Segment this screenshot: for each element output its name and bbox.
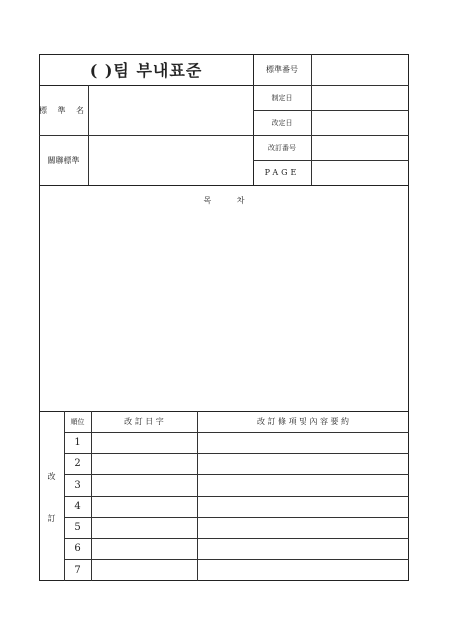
page-label: PAGE [264, 168, 300, 177]
row-number: 6 [74, 543, 81, 554]
revised-date-field[interactable] [311, 110, 409, 135]
toc-title: 목 차 [203, 195, 245, 205]
row-number: 7 [74, 564, 81, 576]
divider [64, 538, 409, 539]
divider [64, 496, 409, 497]
row-number: 2 [74, 458, 81, 469]
row-number: 1 [74, 437, 81, 448]
row-number: 3 [74, 479, 81, 491]
col-order-header: 順位 [70, 417, 85, 426]
enacted-date-label: 制定日 [271, 93, 293, 102]
enacted-date-field[interactable] [311, 85, 409, 110]
standard-name-label: 標 準 名 [38, 105, 89, 115]
revision-side-label-1: 改 [47, 471, 56, 481]
divider [39, 185, 409, 186]
col-date-header: 改 訂 日 字 [124, 417, 164, 426]
standard-no-field[interactable] [311, 54, 409, 85]
revision-no-label: 改訂番号 [268, 143, 296, 152]
revision-no-field[interactable] [311, 135, 409, 160]
page-field[interactable] [311, 160, 409, 185]
document-title: ( )팀 부내표준 [89, 61, 203, 80]
divider [64, 474, 409, 475]
divider [64, 432, 409, 433]
related-standard-label: 關聯標準 [47, 155, 80, 165]
toc-body[interactable] [39, 210, 409, 410]
revision-side-label-2: 訂 [47, 513, 56, 523]
divider [64, 453, 409, 454]
related-standard-field[interactable] [88, 135, 253, 185]
row-number: 5 [74, 522, 81, 533]
divider [64, 559, 409, 560]
revised-date-label: 改定日 [271, 118, 293, 127]
standard-no-label: 標準番号 [266, 65, 298, 74]
col-content-header: 改 訂 條 項 및 內 容 要 約 [256, 417, 350, 426]
row-number: 4 [74, 501, 81, 512]
divider [64, 517, 409, 518]
standard-name-field[interactable] [88, 85, 253, 135]
